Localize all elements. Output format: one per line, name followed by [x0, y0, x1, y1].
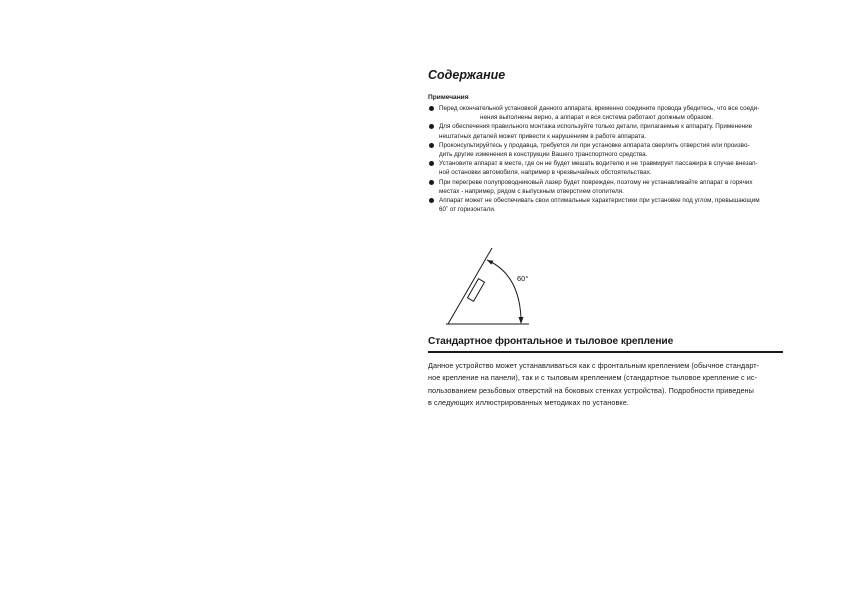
- bullet-icon: [429, 161, 434, 166]
- device-rectangle: [467, 279, 484, 302]
- note-line: Для обеспечения правильного монтажа используйте только детали, прилагаемые к аппарату. Применение: [439, 123, 753, 131]
- bullet-icon: [429, 198, 434, 203]
- note-line-continued: ной остановки автомобиля, например в чрезвычайных обстоятельствах.: [439, 169, 652, 177]
- note-line-continued: нения выполнены верно, а аппарат и вся система работают должным образом.: [480, 114, 714, 122]
- note-item: [428, 141, 784, 159]
- paragraph-line: Данное устройство может устанавливаться как с фронтальным креплением (обычное стандарт-: [428, 360, 760, 370]
- note-item: [428, 122, 784, 140]
- note-line-continued: нештатных деталей может привести к нарушениям в работе аппарата.: [439, 132, 647, 140]
- notes-label: Примечания: [428, 94, 469, 101]
- angle-arc: [487, 260, 521, 318]
- note-line: При перегреве полупроводниковый лазер будет поврежден, поэтому не устанавливайте аппарат в горячих: [439, 178, 753, 186]
- paragraph-line: в следующих иллюстрированных методиках по установке.: [428, 398, 629, 408]
- tilt-line: [448, 248, 492, 324]
- bullet-icon: [429, 106, 434, 111]
- note-line: Проконсультируйтесь у продавца, требуется ли при установке аппарата сверлить отверстия или произво-: [439, 141, 750, 149]
- section-title-mounting: Стандартное фронтальное и тыловое крепление: [428, 336, 674, 347]
- note-item: [428, 104, 784, 122]
- note-item: [428, 178, 784, 196]
- contents-section: [428, 66, 784, 214]
- note-line: Перед окончательной установкой данного аппарата, временно соедините провода убедитесь, что все соеди-: [439, 105, 760, 112]
- paragraph-line: ное крепление на панели), так и с тыловым креплением (стандартное тыловое крепление с ис-: [428, 373, 758, 383]
- divider: [428, 351, 783, 353]
- mounting-angle-diagram: [446, 248, 542, 328]
- bullet-icon: [429, 143, 434, 148]
- note-line-continued: 60˚ от горизонтали.: [439, 206, 496, 214]
- arrowhead-icon: [519, 317, 524, 324]
- angle-label: 60°: [517, 274, 529, 283]
- section-title-contents: Содержание: [428, 68, 506, 82]
- note-line-continued: дить другие изменения в конструкции Вашего транспортного средства.: [439, 151, 648, 159]
- paragraph-line: пользованием резьбовых отверстий на боковых стенках устройства). Подробности приведены: [428, 385, 754, 395]
- notes-list: [428, 104, 784, 214]
- note-line: Аппарат может не обеспечивать свои оптимальные характеристики при установке под углом, превышающим: [439, 197, 760, 205]
- arrowhead-icon: [487, 260, 494, 265]
- mounting-section: [428, 335, 783, 410]
- bullet-icon: [429, 180, 434, 185]
- note-item: [428, 159, 784, 177]
- note-line: Установите аппарат в месте, где он не будет мешать водителю и не травмирует пассажира в случае внезап-: [439, 160, 758, 168]
- note-item: [428, 196, 784, 214]
- note-line-continued: местах - например, рядом с выпускным отверстием отопителя.: [439, 187, 624, 195]
- bullet-icon: [429, 124, 434, 129]
- mounting-paragraph: [428, 360, 783, 410]
